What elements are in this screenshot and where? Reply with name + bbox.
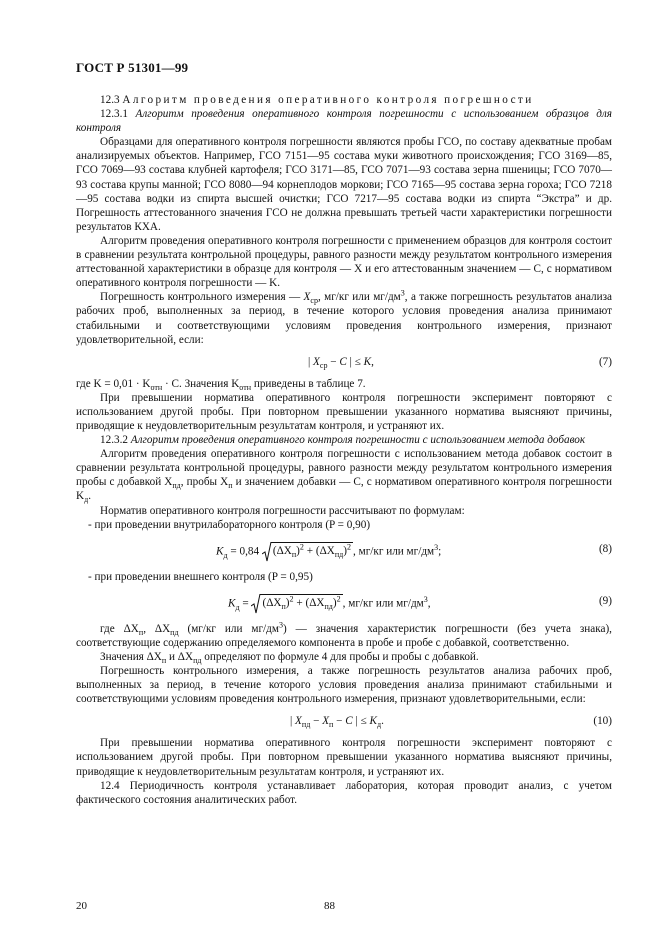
section-title: Алгоритм проведения оперативного контроля погрешности с использованием метода добавок xyxy=(130,434,586,447)
section-12-4-paragraph: 12.4 Периодичность контроля устанавливает лаборатория, которая проводит анализ, с учетом фактического состояния аналитических работ. xyxy=(76,779,612,806)
list-item: - при проведении внутрилабораторного контроля (P = 0,90) xyxy=(88,518,371,531)
sheet-number: 88 xyxy=(324,900,335,912)
document-body xyxy=(76,93,612,807)
paragraph: При превышении норматива оперативного контроля погрешности эксперимент повторяют с использованием другой пробы. При повторном превышении указанного норматива выясняют причины, приводящие к неудовлетворительным результатам контроля, и устраняют их. xyxy=(76,737,612,778)
formula-9 xyxy=(76,591,612,617)
standard-header: ГОСТ Р 51301—99 xyxy=(76,60,189,75)
formula-explanation: где $K = 0,01 \cdot K_{отн} \cdot C$. Значения $K_{отн}$ приведены в таблице 7. xyxy=(76,377,366,392)
page-number: 20 xyxy=(76,900,87,912)
formula-number: (9) xyxy=(598,594,612,607)
section-12-3-2-heading xyxy=(76,433,612,447)
section-number: 12.3 xyxy=(100,94,120,106)
paragraph: Алгоритм проведения оперативного контроля погрешности с использованием метода добавок состоит в сравнении результата контрольной процедуры, равного разности между результатом контрольного измерения пробы с добавкой $X_{пд}$, пробы $X_п$ и значением добавки — C, с нормативом оперативного контроля погрешности $K_д$. xyxy=(76,448,612,505)
formula-10 xyxy=(76,711,612,733)
formula-number: (10) xyxy=(593,715,612,728)
formula-number: (8) xyxy=(598,542,612,555)
list-item: - при проведении внешнего контроля (P = 0,95) xyxy=(88,570,313,583)
formula-8 xyxy=(76,539,612,565)
paragraph: Образцами для оперативного контроля погрешности являются пробы ГСО, по составу адекватные пробам анализируемых объектов. Например, ГСО 7151—95 состава муки животного происхождения; ГСО 3169—85, ГСО 7069—93 состава клубней картофеля; ГСО 3171—85, ГСО 7071—93 состава зерна пшеницы; ГСО 7070—93 состава крупы манной; ГСО 8080—94 корнеплодов моркови; ГСО 7165—95 состава зерна гороха; ГСО 7218—95 состава водки из спирта высшей очистки; ГСО 7217—95 состава водки из спирта “Экстра” и др. Погрешность аттестованного значения ГСО не должна превышать третьей части характеристики погрешности результатов КХА. xyxy=(76,136,612,233)
paragraph: Норматив оперативного контроля погрешности рассчитывают по формулам: xyxy=(100,504,465,517)
paragraph: Значения $\Delta X_п$ и $\Delta X_{пд}$ определяют по формуле 4 для пробы и пробы с добавкой. xyxy=(100,651,479,666)
formula-expression: | $X_{ср} - C$ | ≤ K, xyxy=(308,355,374,370)
paragraph: Погрешность контрольного измерения — $X_{ср}$, мг/кг или $мг/дм^3$, а также погрешность результатов анализа рабочих проб, выполненных за период, в течение которого условия проведения анализа принимают стабильными и соответствующими условиям проведения контрольного измерения, признают удовлетворительной, если: xyxy=(76,288,613,346)
section-title: Алгоритм проведения оперативного контроля погрешности xyxy=(122,94,534,106)
formula-expression: | $X_{пд} - X_п - C$ | ≤ $K_д$. xyxy=(290,715,384,730)
formula-expression: $K_д = (\Delta X_п)^2 + (\Delta X_{пд})^2$ , мг/кг или $мг/дм^3$, xyxy=(228,594,431,614)
formula-7 xyxy=(76,352,612,374)
paragraph: При превышении норматива оперативного контроля погрешности эксперимент повторяют с использованием другой пробы. При повторном превышении указанного норматива выясняют причины, приводящие к неудовлетворительным результатам контроля, и устраняют их. xyxy=(76,391,612,432)
section-12-3-1-heading xyxy=(76,107,612,135)
sqrt-radicand: $(\Delta X_п)^2 + (\Delta X_{пд})^2$ xyxy=(272,542,352,560)
section-number: 12.3.2 xyxy=(100,434,128,447)
paragraph: где $\Delta X_п$, $\Delta X_{пд}$ (мг/кг или $мг/дм^3$) — значения характеристик погрешности (без учета знака), соответствующие содержанию определяемого компонента в пробе и пробе с добавкой, соответственно. xyxy=(76,620,612,649)
section-title: Алгоритм проведения оперативного контроля погрешности с использованием образцов для контроля xyxy=(76,108,613,135)
section-12-3-heading xyxy=(76,93,612,107)
sqrt-radicand: $(\Delta X_п)^2 + (\Delta X_{пд})^2$ xyxy=(262,594,341,612)
paragraph: Алгоритм проведения оперативного контроля погрешности с применением образцов для контроля состоит в сравнении результата контрольной процедуры, равного разности между результатом контрольного измерения аттестованной характеристики в образце для контроля — X и его аттестованным значением — C, с нормативом оперативного контроля погрешности — K. xyxy=(76,234,612,290)
formula-number: (7) xyxy=(598,355,612,368)
section-number: 12.3.1 xyxy=(100,108,128,121)
formula-expression: $K_д = 0,84$ $(\Delta X_п)^2 + (\Delta X_{пд})^2$ , мг/кг или $мг/дм^3$; xyxy=(216,542,441,562)
paragraph: Погрешность контрольного измерения, а также погрешность результатов анализа рабочих проб, выполненных за период, в течение которого условия проведения анализа принимают стабильными и соответствующими условиям проведения контрольного измерения, признают удовлетворительными, если: xyxy=(76,665,612,706)
